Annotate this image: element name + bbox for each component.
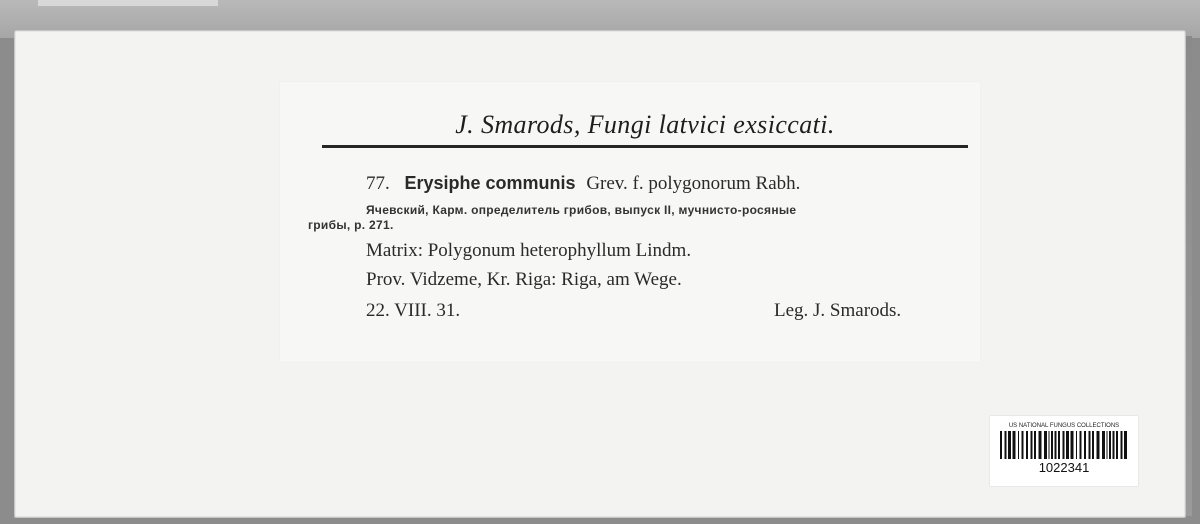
matrix-line: Matrix: Polygonum heterophyllum Lindm.: [366, 240, 692, 261]
barcode-number: 1022341: [1038, 460, 1090, 475]
barcode-bars: [1000, 431, 1128, 459]
collector-line: Leg. J. Smarods.: [774, 300, 902, 321]
series-title: J. Smarods, Fungi latvici exsiccati.: [455, 110, 835, 139]
exsiccata-number: 77.: [366, 173, 390, 194]
sheet-edge: [1186, 36, 1192, 516]
barcode-caption: US NATIONAL FUNGUS COLLECTIONS: [1008, 423, 1120, 429]
reference-line-1: Ячевский, Карм. определитель грибов, выпуск II, мучнисто-росяные: [366, 203, 797, 217]
top-tab: [38, 0, 218, 6]
reference-line-2: грибы, р. 271.: [308, 218, 394, 232]
taxon-name: Erysiphe communis: [404, 173, 576, 193]
title-rule: [322, 145, 968, 148]
collection-date: 22. VIII. 31.: [366, 300, 461, 321]
locality-line: Prov. Vidzeme, Kr. Riga: Riga, am Wege.: [366, 269, 682, 290]
taxon-line: [366, 173, 800, 195]
taxon-authority: Grev. f. polygonorum Rabh.: [586, 173, 801, 194]
barcode-label: [990, 416, 1138, 486]
